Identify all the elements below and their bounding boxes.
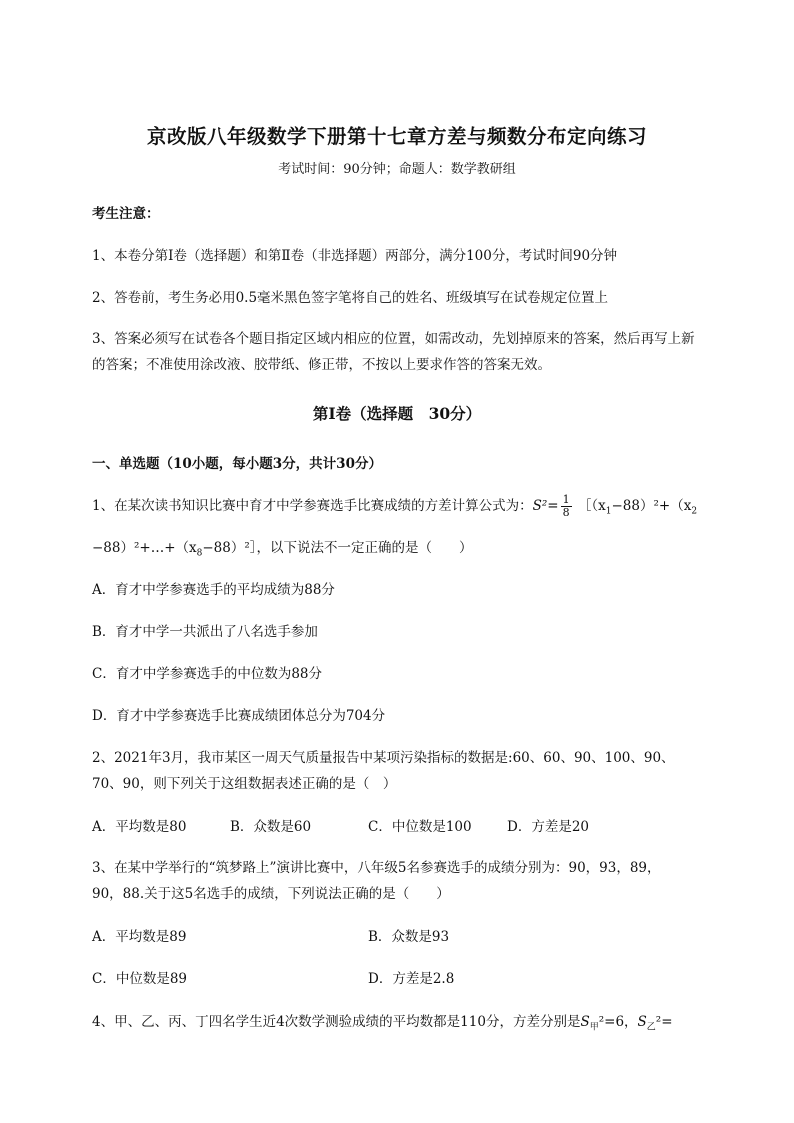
question-3-cont: 90，88.关于这5名选手的成绩，下列说法正确的是（ ）: [92, 886, 450, 902]
notice-item-2: 2、答卷前，考生务必用0.5毫米黑色签字笔将自己的姓名、班级填写在试卷规定位置上: [92, 290, 609, 306]
section-heading: 一、单选题（10小题，每小题3分，共计30分）: [92, 456, 382, 472]
question-1: 1、在某次读书知识比赛中育才中学参赛选手比赛成绩的方差计算公式为：S²= $\frac{1}{8}$ $[(x_1-88)^2+(x_2$: [92, 493, 698, 519]
q3-option-a: A．平均数是89: [92, 929, 187, 945]
notice-item-3: 3、答案必须写在试卷各个题目指定区域内相应的位置，如需改动，先划掉原来的答案，然后再写上新: [92, 331, 695, 347]
question-2-cont: 70、90，则下列关于这组数据表述正确的是（ ）: [92, 776, 397, 792]
q3-option-d: D．方差是2.8: [368, 971, 455, 987]
exam-info: 考试时间：90分钟；命题人：数学教研组: [278, 162, 516, 177]
question-1-cont: $-88)^2+\dots+(x_8-88)^2]$，以下说法不一定正确的是（ ）: [92, 540, 473, 559]
part1-title: 第Ⅰ卷（选择题 30分）: [312, 404, 482, 423]
q3-option-c: C．中位数是89: [92, 971, 188, 987]
question-3: 3、在某中学举行的“筑梦路上”演讲比赛中，八年级5名参赛选手的成绩分别为：90，93，89，: [92, 860, 661, 876]
q2-option-b: B．众数是60: [230, 819, 312, 835]
q2-option-a: A．平均数是80: [92, 819, 187, 835]
q2-option-d: D．方差是20: [507, 819, 590, 835]
notice-heading: 考生注意：: [92, 206, 160, 222]
q3-option-b: B．众数是93: [368, 929, 450, 945]
q2-option-c: C．中位数是100: [368, 819, 472, 835]
q1-option-c: C．育才中学参赛选手的中位数为88分: [92, 666, 323, 682]
question-1-text: 1、在某次读书知识比赛中育才中学参赛选手比赛成绩的方差计算公式为：: [92, 498, 533, 514]
notice-item-3-cont: 的答案；不准使用涂改液、胶带纸、修正带，不按以上要求作答的答案无效。: [92, 357, 551, 373]
question-2: 2、2021年3月，我市某区一周天气质量报告中某项污染指标的数据是:60、60、90、100、90、: [92, 750, 675, 766]
page-title: 京改版八年级数学下册第十七章方差与频数分布定向练习: [146, 125, 647, 148]
fraction: $\frac{1}{8}$: [562, 493, 570, 519]
q1-option-d: D．育才中学参赛选手比赛成绩团体总分为704分: [92, 708, 386, 724]
q1-option-a: A．育才中学参赛选手的平均成绩为88分: [92, 582, 335, 598]
question-4: 4、甲、乙、丙、丁四名学生近4次数学测验成绩的平均数都是110分，方差分别是$S_甲^2=6$，$S_乙^2=$: [92, 1014, 673, 1033]
q1-option-b: B．育才中学一共派出了八名选手参加: [92, 624, 318, 640]
variance-symbol: S²=: [532, 498, 559, 514]
notice-item-1: 1、本卷分第Ⅰ卷（选择题）和第Ⅱ卷（非选择题）两部分，满分100分，考试时间90分钟: [92, 248, 618, 264]
